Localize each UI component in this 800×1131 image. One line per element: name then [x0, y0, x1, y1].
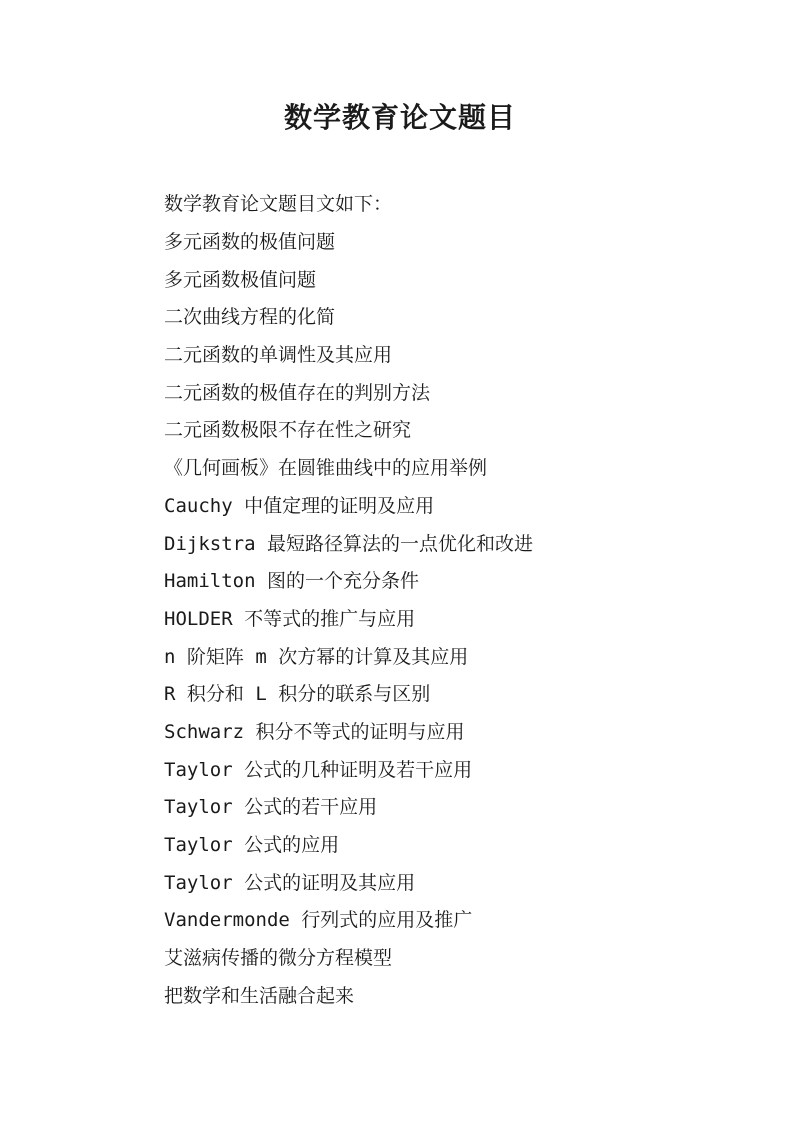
topic-item: 二元函数的单调性及其应用 — [164, 344, 393, 367]
topic-item: Cauchy 中值定理的证明及应用 — [164, 494, 435, 517]
topic-item: 把数学和生活融合起来 — [164, 984, 355, 1007]
intro-line: 数学教育论文题目文如下： — [164, 193, 393, 215]
document-title: 数学教育论文题目 — [283, 101, 516, 134]
topic-item: n 阶矩阵 m 次方幂的计算及其应用 — [164, 645, 469, 668]
topic-item: 二次曲线方程的化简 — [164, 306, 336, 329]
topic-item: 艾滋病传播的微分方程模型 — [164, 947, 393, 970]
topic-item: 多元函数极值问题 — [164, 268, 317, 291]
topic-item: Taylor 公式的若干应用 — [164, 796, 378, 819]
topic-item: 《几何画板》在圆锥曲线中的应用举例 — [164, 457, 488, 480]
topic-list — [164, 226, 533, 1017]
topic-item: Dijkstra 最短路径算法的一点优化和改进 — [164, 532, 533, 555]
topic-item: 二元函数的极值存在的判别方法 — [164, 381, 431, 404]
topic-item: Taylor 公式的应用 — [164, 834, 340, 856]
topic-item: HOLDER 不等式的推广与应用 — [164, 607, 416, 630]
topic-item: R 积分和 L 积分的联系与区别 — [164, 683, 431, 706]
topic-item: Taylor 公式的证明及其应用 — [164, 871, 416, 894]
topic-item: 多元函数的极值问题 — [164, 231, 336, 253]
topic-item: Hamilton 图的一个充分条件 — [164, 570, 419, 593]
topic-item: Taylor 公式的几种证明及若干应用 — [164, 758, 473, 781]
topic-item: Schwarz 积分不等式的证明与应用 — [164, 720, 465, 743]
topic-item: Vandermonde 行列式的应用及推广 — [164, 909, 473, 932]
topic-item: 二元函数极限不存在性之研究 — [164, 419, 412, 442]
